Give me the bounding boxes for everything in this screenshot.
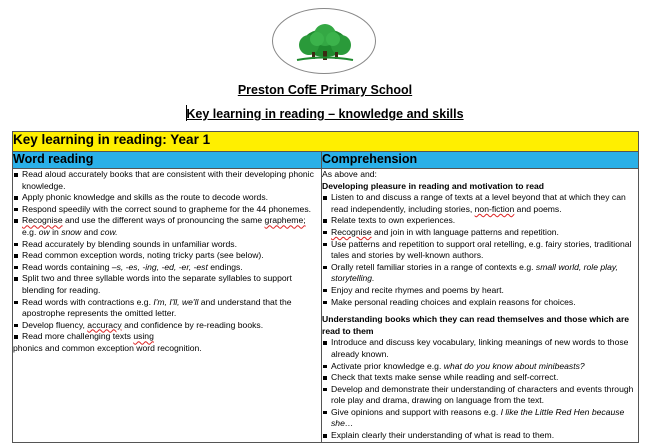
comp-heading-understanding: Understanding books which they can read themselves and those which are read to them <box>322 314 630 336</box>
school-logo <box>272 8 376 74</box>
list-item: Enjoy and recite rhymes and poems by heart. <box>322 285 638 297</box>
list-item: Check that texts make sense while reading and self-correct. <box>322 372 638 384</box>
comprehension-list-pleasure <box>322 192 638 308</box>
comprehension-cell <box>322 169 639 443</box>
list-item: Use patterns and repetition to support oral retelling, e.g. fairy stories, traditional tales and stories by well-known authors. <box>322 239 638 262</box>
list-item: Read common exception words, noting tricky parts (see below). <box>13 250 321 262</box>
list-item: Read accurately by blending sounds in unfamiliar words. <box>13 239 321 251</box>
comprehension-list-understanding <box>322 337 638 441</box>
list-item: Read words with contractions e.g. I'm, I'll, we'll and understand that the apostrophe represents the omitted letter. <box>13 297 321 320</box>
document-subtitle: Key learning in reading – knowledge and skills <box>186 107 464 121</box>
list-item: Introduce and discuss key vocabulary, linking meanings of new words to those already known. <box>322 337 638 360</box>
year-title: Key learning in reading: Year 1 <box>13 132 639 152</box>
col-header-comprehension: Comprehension <box>322 152 639 169</box>
list-item: Orally retell familiar stories in a range of contexts e.g. small world, role play, storytelling. <box>322 262 638 285</box>
list-item: Recognise and join in with language patterns and repetition. <box>322 227 638 239</box>
list-item: Read words containing –s, -es, -ing, -ed, -er, -est endings. <box>13 262 321 274</box>
list-item: Read aloud accurately books that are consistent with their developing phonic knowledge. <box>13 169 321 192</box>
list-item: Relate texts to own experiences. <box>322 215 638 227</box>
comp-intro: As above and: <box>322 169 377 179</box>
word-reading-cell <box>13 169 322 443</box>
list-item: Activate prior knowledge e.g. what do you know about minibeasts? <box>322 361 638 373</box>
list-item: Give opinions and support with reasons e.g. I like the Little Red Hen because she… <box>322 407 638 430</box>
list-item: Recognise and use the different ways of pronouncing the same grapheme; e.g. ow in snow and cow. <box>13 215 321 238</box>
comp-heading-pleasure: Developing pleasure in reading and motivation to read <box>322 180 545 191</box>
list-item: Develop and demonstrate their understanding of characters and events through role play and drama, drawing on language from the text. <box>322 384 638 407</box>
school-title: Preston CofE Primary School <box>237 83 413 97</box>
list-item: Respond speedily with the correct sound to grapheme for the 44 phonemes. <box>13 204 321 216</box>
list-item: Develop fluency, accuracy and confidence by re-reading books. <box>13 320 321 332</box>
key-learning-table <box>12 131 639 443</box>
list-item: Read more challenging texts using <box>13 331 321 343</box>
list-item: Explain clearly their understanding of what is read to them. <box>322 430 638 442</box>
word-reading-list <box>13 169 321 343</box>
col-header-word-reading: Word reading <box>13 152 322 169</box>
list-item: Make personal reading choices and explain reasons for choices. <box>322 297 638 309</box>
list-item: Listen to and discuss a range of texts at a level beyond that at which they can read independently, including stories, non-fiction and poems. <box>322 192 638 215</box>
list-item: Apply phonic knowledge and skills as the route to decode words. <box>13 192 321 204</box>
list-item: Split two and three syllable words into the separate syllables to support blending for reading. <box>13 273 321 296</box>
word-reading-tail: phonics and common exception word recognition. <box>13 342 202 353</box>
tree-icon <box>273 9 377 75</box>
